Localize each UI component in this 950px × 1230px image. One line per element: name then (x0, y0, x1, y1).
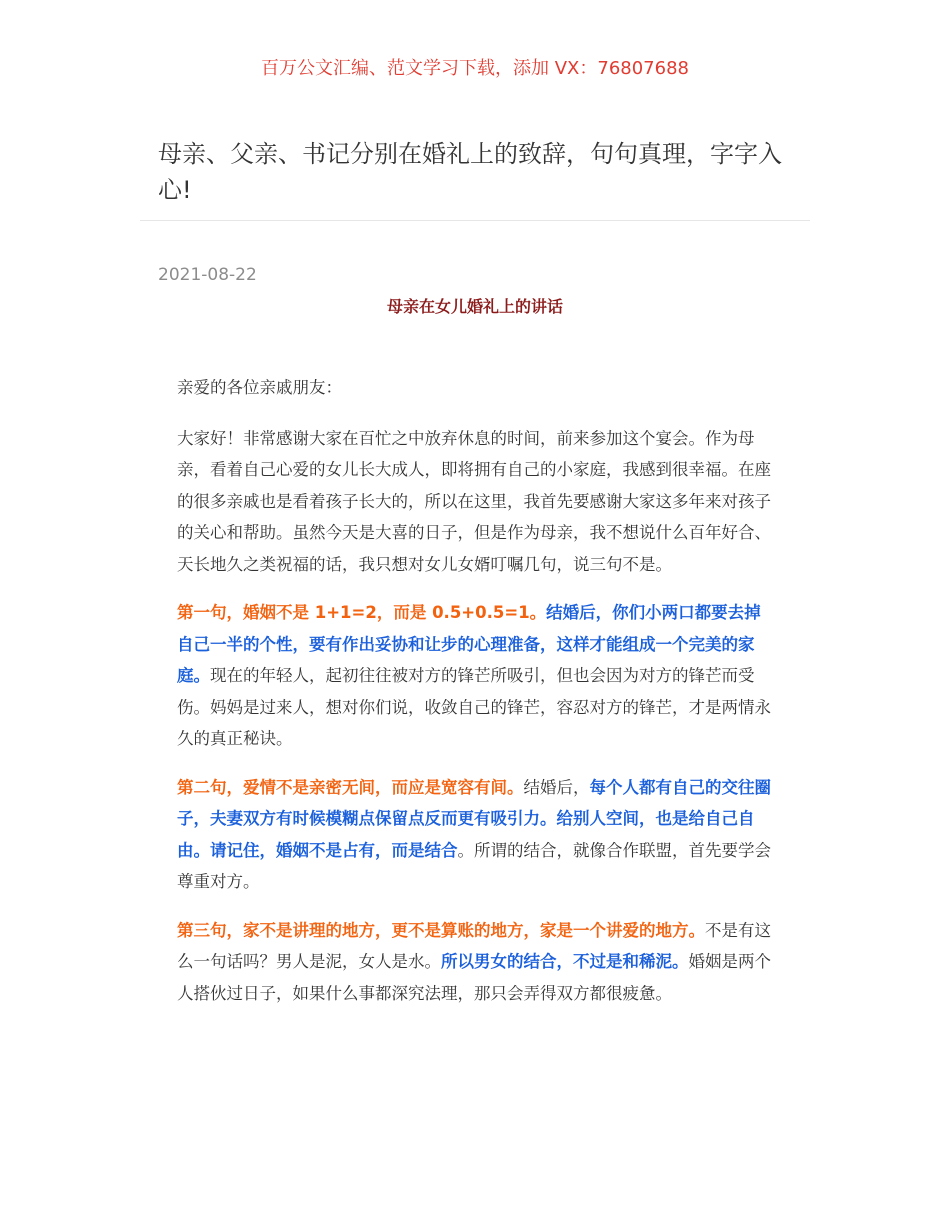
point-three-emphasis: 所以男女的结合，不过是和稀泥。 (441, 952, 689, 971)
point-two-text-lead: 结婚后， (523, 777, 590, 797)
point-two-heading: 第二句，爱情不是亲密无间，而应是宽容有间。 (177, 777, 524, 797)
title-divider (140, 220, 810, 221)
publish-date: 2021-08-22 (158, 265, 257, 285)
point-two-paragraph (177, 772, 777, 898)
article-title: 母亲、父亲、书记分别在婚礼上的致辞，句句真理，字字入心! (158, 140, 782, 204)
point-three-paragraph (177, 915, 777, 1010)
point-one-paragraph (177, 597, 777, 755)
intro-paragraph: 大家好！非常感谢大家在百忙之中放弃休息的时间，前来参加这个宴会。作为母亲，看着自己心爱的女儿长大成人，即将拥有自己的小家庭，我感到很幸福。在座的很多亲戚也是看着孩子长大的，所以在这里，我首先要感谢大家这多年来对孩子的关心和帮助。虽然今天是大喜的日子，但是作为母亲，我不想说什么百年好合、天长地久之类祝福的话，我只想对女儿女婿叮嘱几句，说三句不是。 (177, 428, 771, 574)
point-one-emphasis: 结婚后，你们小两口都要去掉自己一半的个性，要有作出妥协和让步的心理准备，这样才能组成一个完美的家庭。 (177, 603, 761, 685)
section-heading: 母亲在女儿婚礼上的讲话 (386, 297, 563, 316)
point-one-text: 现在的年轻人，起初往往被对方的锋芒所吸引，但也会因为对方的锋芒而受伤。妈妈是过来人，想对你们说，收敛自己的锋芒，容忍对方的锋芒，才是两情永久的真正秘诀。 (177, 666, 771, 748)
point-one-heading: 第一句，婚姻不是 1+1=2，而是 0.5+0.5=1。 (177, 603, 547, 622)
point-two-emphasis: 每个人都有自己的交往圈子，夫妻双方有时候模糊点保留点反而更有吸引力。给别人空间，也是给自己自由。请记住，婚姻不是占有，而是结合 (177, 777, 771, 860)
point-three-text-tail: 婚姻是两个人搭伙过日子，如果什么事都深究法理，那只会弄得双方都很疲惫。 (177, 952, 771, 1003)
point-three-heading: 第三句，家不是讲理的地方，更不是算账的地方，家是一个讲爱的地方。 (177, 920, 705, 940)
article-body (177, 372, 777, 1026)
point-three-text-lead: 不是有这么一句话吗？男人是泥，女人是水。 (177, 920, 771, 971)
greeting-paragraph: 亲爱的各位亲戚朋友： (177, 378, 342, 397)
point-two-text-tail: 。所谓的结合，就像合作联盟，首先要学会尊重对方。 (177, 840, 771, 891)
promo-banner: 百万公文汇编、范文学习下载，添加 VX：76807688 (261, 58, 689, 79)
